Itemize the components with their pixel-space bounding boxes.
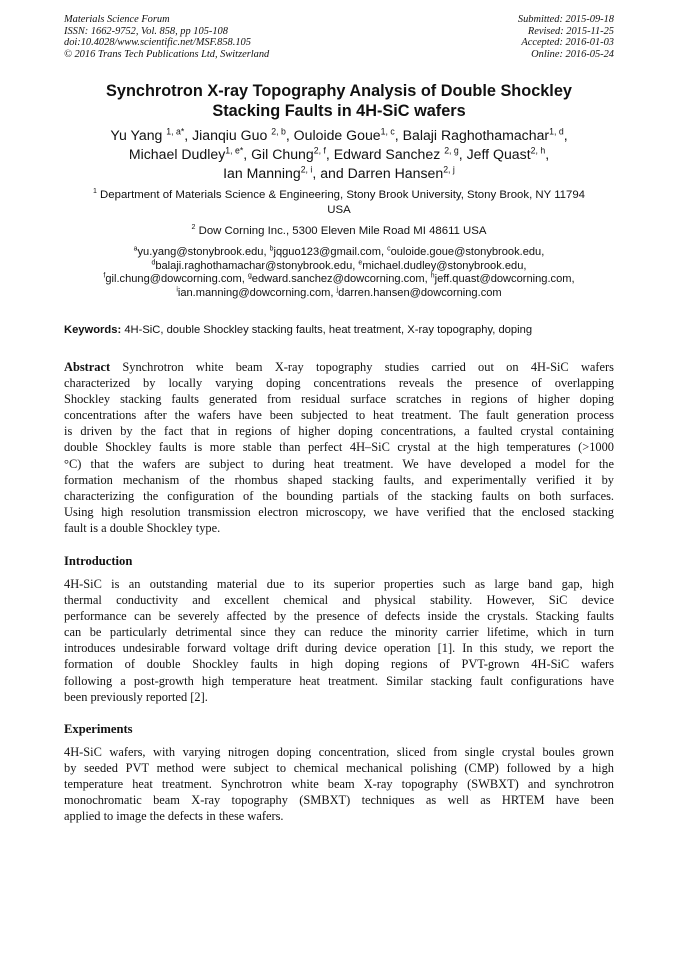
experiments-line: monochromatic beam X-ray topography (SMBXT) techniques as well as HRTEM have been: [64, 793, 614, 808]
abstract-text: Synchrotron white beam X-ray topography studies carried out on 4H-SiC wafers: [122, 360, 614, 374]
abstract-line: Shockley stacking faults generated from residual surface scratches in regions of higher doping: [64, 392, 614, 407]
intro-line: formation of double Shockley faults in high doping regions of PVT-grown 4H-SiC wafers: [64, 657, 614, 672]
abstract-label: Abstract: [64, 360, 111, 374]
abstract-line: fault is a double Shockley type.: [64, 520, 221, 535]
intro-line: introduces undesirable forward voltage drift during device operation [1]. In this study, we report the: [64, 641, 614, 656]
title-line-1: Synchrotron X-ray Topography Analysis of Double Shockley: [106, 82, 572, 100]
revised-date: Revised: 2015-11-25: [527, 25, 614, 37]
abstract-line: °C) that the wafers are subject to during heat treatment. We have developed a model for the: [64, 456, 614, 471]
affiliation-1: [60, 188, 618, 217]
email-link[interactable]: michael.dudley@stonybrook.edu: [362, 259, 524, 272]
author-affil: 2, i: [300, 164, 313, 175]
intro-line: 4H-SiC is an outstanding material due to its superior properties such as large band gap, high: [64, 577, 614, 591]
issn-line: ISSN: 1662-9752, Vol. 858, pp 105-108: [64, 25, 228, 37]
email-line-4: $^i$ian.manning@dowcorning.com, $^j$darren.hansen@dowcorning.com: [176, 286, 502, 300]
author-affil: 2, j: [443, 164, 455, 175]
intro-line: performance can be severely affected by the presence of defects inside the crystals. Stacking faults: [64, 609, 614, 624]
author-affil: 2, g: [444, 145, 459, 156]
email-link[interactable]: edward.sanchez@dowcorning.com: [251, 273, 425, 286]
author-affil: 2, b: [271, 126, 286, 137]
title-line-2: Stacking Faults in 4H-SiC wafers: [212, 101, 466, 120]
email-link[interactable]: jqguo123@gmail.com: [273, 246, 381, 258]
author-name: Yu Yang: [110, 127, 163, 143]
experiments-line: applied to image the defects in these wafers.: [64, 809, 284, 824]
email-key: d: [151, 259, 156, 267]
email-link[interactable]: ouloide.goue@stonybrook.edu: [390, 246, 542, 258]
intro-line: following a post-growth high temperature heat treatment. Similar stacking fault configurations have: [64, 673, 614, 688]
author-affil: 1, c: [380, 126, 395, 137]
experiments-line: temperature heat treatment. Synchrotron white beam X-ray topography (SWBXT) and synchrotron: [64, 777, 614, 792]
abstract-line: Using high resolution transmission electron microscopy, we have verified that the enclosed stacking: [64, 504, 614, 519]
abstract-line: formation mechanism of the rhombus shaped stacking faults, and experimentally verified it by: [64, 472, 614, 487]
author-name: Jeff Quast: [466, 146, 531, 162]
author-name: Ouloide Goue: [293, 127, 381, 143]
author-affil: 1, a*: [166, 126, 185, 137]
copyright-line: © 2016 Trans Tech Publications Ltd, Switzerland: [64, 48, 270, 60]
accepted-date: Accepted: 2016-01-03: [521, 37, 614, 49]
author-affil: 2, f: [313, 145, 326, 156]
submitted-date: Submitted: 2015-09-18: [517, 14, 614, 25]
author-line-3: Ian Manning$^{2, i}$, and Darren Hansen$^{2, j}$: [223, 164, 455, 181]
email-key: b: [269, 245, 274, 253]
author-affil: 2, h: [530, 145, 546, 156]
email-key: h: [430, 272, 435, 280]
paper-title: [60, 82, 618, 121]
keywords-text: 4H-SiC, double Shockley stacking faults, heat treatment, X-ray topography, doping: [124, 324, 533, 336]
experiments-line: by seeded PVT method were subject to chemical mechanical polishing (CMP) followed by a high: [64, 761, 614, 776]
affiliation-2: [60, 224, 618, 239]
online-date: Online: 2016-05-24: [531, 48, 614, 60]
keywords: [64, 323, 624, 337]
introduction-body: [64, 576, 614, 705]
abstract-line: characterizing the configuration of the bounding partials of the stacking faults on both surfaces.: [64, 488, 614, 503]
author-name: Edward Sanchez: [333, 146, 441, 162]
intro-line: can be particularly detrimental since they can reduce the minority carrier lifetime, which in turn: [64, 625, 614, 640]
doi-line: doi:10.4028/www.scientific.net/MSF.858.105: [64, 37, 251, 49]
email-link[interactable]: jeff.quast@dowcorning.com: [434, 273, 572, 286]
author-name: Darren Hansen: [347, 165, 444, 181]
author-name: Jianqiu Guo: [192, 127, 268, 143]
author-line-1: Yu Yang $^{1, a*}$, Jianqiu Guo $^{2, b}$, Ouloide Goue$^{1, c}$, Balaji Raghothamachar$^{1, d}$,: [110, 126, 568, 143]
email-line-1: $^a$yu.yang@stonybrook.edu, $^b$jqguo123@gmail.com, $^c$ouloide.goue@stonybrook.edu,: [133, 245, 545, 258]
author-affil: 1, e*: [225, 145, 244, 156]
author-name: Michael Dudley: [128, 146, 226, 162]
keywords-label: Keywords:: [64, 324, 122, 336]
experiments-body: [64, 744, 614, 824]
email-key: a: [133, 245, 138, 253]
email-key: j: [336, 286, 339, 294]
intro-line: thermal conductivity and excellent chemical and physical stability. However, SiC device: [64, 593, 614, 608]
email-list: [40, 246, 638, 301]
email-key: e: [358, 259, 363, 267]
email-key: g: [247, 272, 252, 280]
email-key: c: [387, 245, 391, 253]
email-link[interactable]: yu.yang@stonybrook.edu: [137, 246, 264, 258]
intro-line: been previously reported [2].: [64, 689, 208, 704]
author-affil: 1, d: [549, 126, 564, 137]
author-list: [50, 126, 628, 183]
experiments-line: 4H-SiC wafers, with varying nitrogen doping concentration, sliced from single crystal boules grown: [64, 745, 614, 759]
abstract-line: double Shockley faults is more stable than perfect 4H–SiC crystal at the high temperatures (>1000: [64, 440, 614, 455]
affiliation-number: 2: [191, 224, 196, 232]
author-line-2: Michael Dudley$^{1, e*}$, Gil Chung$^{2, f}$, Edward Sanchez $^{2, g}$, Jeff Quast$^{2, h}$,: [128, 145, 550, 162]
author-name: Balaji Raghothamachar: [402, 127, 550, 143]
email-line-2: $^d$balaji.raghothamachar@stonybrook.edu, $^e$michael.dudley@stonybrook.edu,: [151, 259, 527, 272]
introduction-heading: Introduction: [64, 554, 133, 568]
journal-info: [64, 14, 269, 60]
author-name: Ian Manning: [223, 165, 301, 181]
email-link[interactable]: gil.chung@dowcorning.com: [105, 273, 242, 286]
affiliation-number: 1: [92, 188, 97, 196]
author-name: Gil Chung: [251, 146, 314, 162]
affiliation-text-cont: USA: [327, 203, 351, 216]
journal-name: Materials Science Forum: [64, 14, 170, 25]
affiliation-text: Dow Corning Inc., 5300 Eleven Mile Road MI 48611 USA: [198, 225, 487, 237]
email-link[interactable]: ian.manning@dowcorning.com: [177, 287, 331, 300]
email-key: i: [176, 286, 178, 294]
email-line-3: $^f$gil.chung@dowcorning.com, $^g$edward.sanchez@dowcorning.com, $^h$jeff.quast@dowcorning.com,: [103, 272, 575, 286]
abstract-line: concentrations after the wafers have been subjected to heat treatment. The fault generation process: [64, 408, 614, 423]
email-link[interactable]: balaji.raghothamachar@stonybrook.edu: [155, 259, 353, 272]
abstract: [64, 359, 614, 536]
publication-dates: [518, 14, 614, 60]
email-link[interactable]: darren.hansen@dowcorning.com: [338, 287, 502, 300]
email-key: f: [103, 272, 106, 280]
abstract-line: is driven by the fact that in regions of higher doping concentrations, a faulted crystal containing: [64, 424, 614, 439]
abstract-line: characterized by locally varying doping concentrations reveals the presence of overlapping: [64, 376, 614, 391]
experiments-heading: Experiments: [64, 722, 133, 736]
affiliation-text: Department of Materials Science & Engineering, Stony Brook University, Stony Brook, NY 11794: [100, 189, 586, 201]
abstract-line: [64, 359, 614, 375]
